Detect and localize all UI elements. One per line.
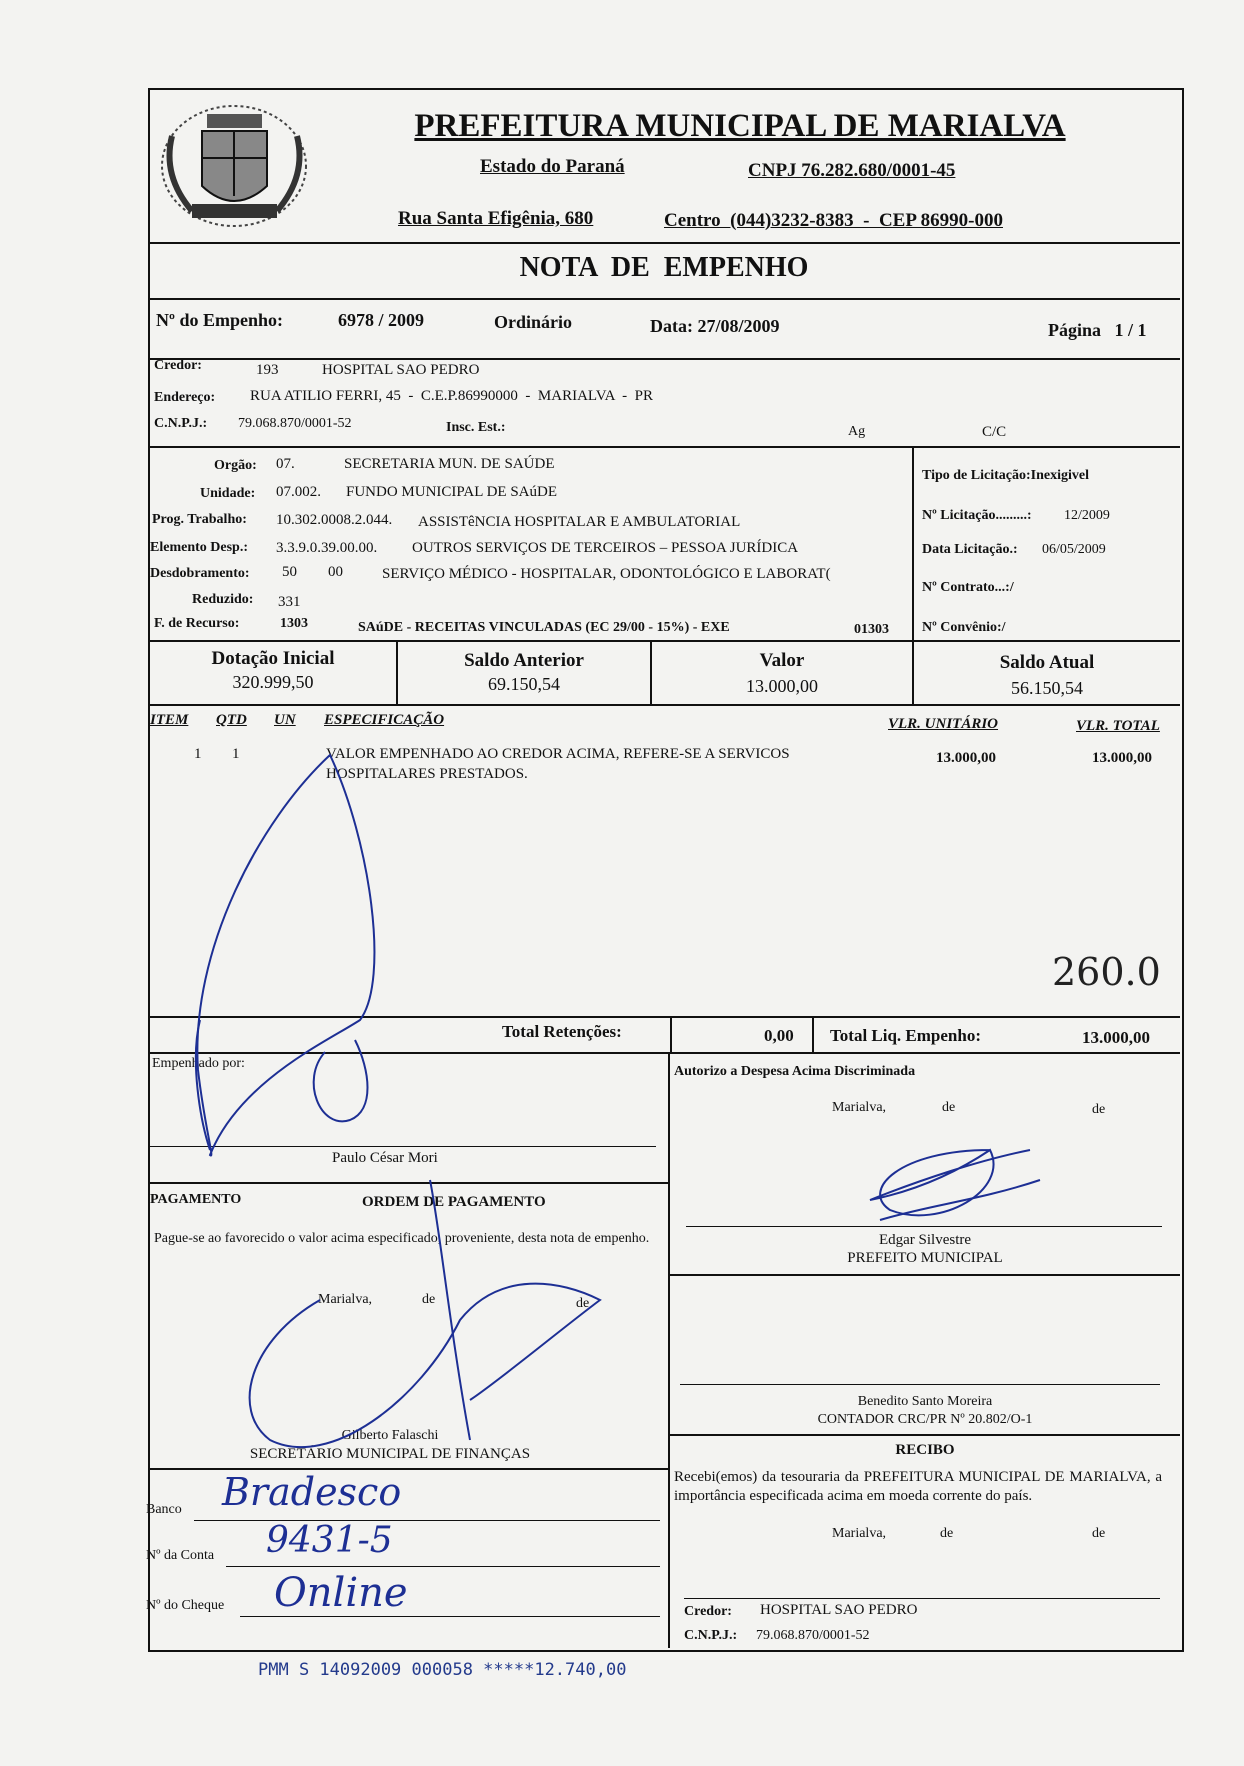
retentions-total: 0,00 — [764, 1026, 794, 1045]
agreement-number: Nº Convênio:/ — [922, 620, 1006, 635]
receipt-city: Marialva, — [832, 1526, 887, 1541]
empenho-number-label: Nº do Empenho: — [156, 310, 283, 330]
unidade-name: FUNDO MUNICIPAL DE SAúDE — [346, 484, 557, 500]
breakdown-name: SERVIÇO MÉDICO - HOSPITALAR, ODONTOLÓGICO E LABORAT( — [382, 566, 831, 582]
orgao-name: SECRETARIA MUN. DE SAÚDE — [344, 456, 555, 472]
retentions-label: Total Retenções: — [502, 1022, 622, 1041]
credor-name: HOSPITAL SAO PEDRO — [322, 362, 480, 378]
document-title: NOTA DE EMPENHO — [519, 252, 809, 283]
net-total: 13.000,00 — [1082, 1028, 1150, 1047]
item-description-line2: HOSPITALARES PRESTADOS. — [326, 766, 528, 782]
program-name: ASSISTêNCIA HOSPITALAR E AMBULATORIAL — [418, 514, 741, 530]
empenho-number: 6978 / 2009 — [338, 310, 425, 330]
value-amount: 13.000,00 — [746, 676, 818, 696]
empenho-type: Ordinário — [494, 312, 573, 332]
credor-label: Credor: — [154, 358, 202, 373]
resource-name: SAúDE - RECEITAS VINCULADAS (EC 29/00 - 15%) - EXE — [358, 620, 730, 635]
breakdown-label: Desdobramento: — [150, 566, 250, 581]
payment-de-1: de — [422, 1292, 436, 1307]
breakdown-code-b: 00 — [328, 564, 343, 580]
bid-number: 12/2009 — [1064, 508, 1110, 523]
receipt-cnpj: 79.068.870/0001-52 — [756, 1628, 870, 1643]
mayor-title: PREFEITO MUNICIPAL — [847, 1250, 1003, 1266]
resource-number: 01303 — [854, 622, 889, 637]
breakdown-code-a: 50 — [282, 564, 297, 580]
cnpj-label: C.N.P.J.: — [154, 416, 208, 431]
reduced-label: Reduzido: — [192, 592, 254, 607]
receipt-cnpj-label: C.N.P.J.: — [684, 1628, 738, 1643]
item-number: 1 — [194, 746, 202, 762]
item-unit-price: 13.000,00 — [936, 750, 996, 766]
initial-allocation: 320.999,50 — [232, 672, 314, 692]
account-handwritten: 9431-5 — [266, 1520, 393, 1561]
unit-col-header: UN — [274, 712, 296, 728]
spec-col-header: ESPECIFICAÇÃO — [324, 712, 445, 728]
municipality-title: PREFEITURA MUNICIPAL DE MARIALVA — [414, 108, 1066, 144]
element-code: 3.3.9.0.39.00.00. — [276, 540, 378, 556]
empenho-date: Data: 27/08/2009 — [650, 316, 780, 336]
credor-cnpj: 79.068.870/0001-52 — [238, 416, 352, 431]
current-balance-label: Saldo Atual — [999, 652, 1095, 673]
element-name: OUTROS SERVIÇOS DE TERCEIROS – PESSOA JURÍDICA — [412, 540, 799, 556]
total-col-header: VLR. TOTAL — [1076, 718, 1160, 734]
address-label: Endereço: — [154, 390, 216, 405]
resource-code: 1303 — [280, 616, 308, 631]
initial-allocation-label: Dotação Inicial — [211, 648, 335, 669]
account-label: C/C — [982, 424, 1007, 440]
program-label: Prog. Trabalho: — [152, 512, 247, 527]
payment-instruction: Pague-se ao favorecido o valor acima especificado, proveniente, desta nota de empenho. — [154, 1231, 650, 1246]
resource-label: F. de Recurso: — [154, 616, 240, 631]
state-name: Estado do Paraná — [480, 156, 625, 177]
receipt-credor: HOSPITAL SAO PEDRO — [760, 1602, 918, 1618]
orgao-label: Orgão: — [214, 458, 257, 473]
bid-type: Tipo de Licitação:Inexigivel — [922, 468, 1089, 483]
bid-date-label: Data Licitação.: — [922, 542, 1018, 557]
agency-label: Ag — [848, 424, 866, 439]
item-description-line1: VALOR EMPENHADO AO CREDOR ACIMA, REFERE-SE A SERVICOS — [326, 746, 790, 762]
net-total-label: Total Liq. Empenho: — [830, 1026, 981, 1045]
payment-label: PAGAMENTO — [150, 1192, 242, 1207]
item-total: 13.000,00 — [1092, 750, 1152, 766]
state-registration-label: Insc. Est.: — [446, 420, 506, 435]
receipt-credor-label: Credor: — [684, 1604, 732, 1619]
account-number-label: Nº da Conta — [146, 1548, 215, 1563]
contract-number: Nº Contrato...:/ — [922, 580, 1014, 595]
authorization-de-2: de — [1092, 1102, 1106, 1117]
check-handwritten: Online — [274, 1570, 408, 1616]
orgao-code: 07. — [276, 456, 295, 472]
bid-date: 06/05/2009 — [1042, 542, 1106, 557]
reduced-code: 331 — [278, 594, 301, 610]
payment-order-label: ORDEM DE PAGAMENTO — [362, 1194, 546, 1210]
accountant-name: Benedito Santo Moreira — [857, 1394, 993, 1409]
previous-balance-label: Saldo Anterior — [464, 650, 584, 671]
qty-col-header: QTD — [216, 712, 247, 728]
item-col-header: ITEM — [150, 712, 189, 728]
element-label: Elemento Desp.: — [150, 540, 248, 555]
credor-code: 193 — [256, 362, 279, 378]
mayor-name: Edgar Silvestre — [878, 1232, 972, 1248]
accountant-title: CONTADOR CRC/PR Nº 20.802/O-1 — [817, 1412, 1033, 1427]
payment-de-2: de — [576, 1296, 590, 1311]
receipt-label: RECIBO — [895, 1442, 955, 1458]
value-label: Valor — [759, 650, 805, 671]
receipt-de-1: de — [940, 1526, 954, 1541]
check-number-label: Nº do Cheque — [146, 1598, 225, 1613]
payment-stamp: PMM S 14092009 000058 *****12.740,00 — [258, 1660, 627, 1680]
item-qty: 1 — [232, 746, 240, 762]
finance-secretary-title: SECRETÁRIO MUNICIPAL DE FINANÇAS — [249, 1446, 531, 1462]
bank-handwritten: Bradesco — [222, 1470, 402, 1514]
credor-address: RUA ATILIO FERRI, 45 - C.E.P.86990000 - MARIALVA - PR — [250, 388, 653, 404]
previous-balance: 69.150,54 — [488, 674, 560, 694]
unit-price-col-header: VLR. UNITÁRIO — [888, 716, 999, 732]
municipality-cnpj: CNPJ 76.282.680/0001-45 — [748, 160, 956, 181]
authorization-label: Autorizo a Despesa Acima Discriminada — [674, 1064, 916, 1079]
payment-city: Marialva, — [318, 1292, 373, 1307]
receipt-text: Recebi(emos) da tesouraria da PREFEITURA MUNICIPAL DE MARIALVA, a importância especificada acima em moeda corrente do país. — [674, 1469, 1162, 1504]
committed-by-label: Empenhado por: — [152, 1056, 245, 1071]
unidade-code: 07.002. — [276, 484, 321, 500]
receipt-de-2: de — [1092, 1526, 1106, 1541]
program-code: 10.302.0008.2.044. — [276, 512, 393, 528]
authorization-city: Marialva, — [832, 1100, 887, 1115]
margin-note: 260.0 — [1052, 950, 1161, 994]
unidade-label: Unidade: — [200, 486, 256, 501]
authorization-de-1: de — [942, 1100, 956, 1115]
page-number: Página 1 / 1 — [1048, 320, 1147, 340]
bank-label: Banco — [146, 1502, 182, 1517]
finance-secretary-name: Gilberto Falaschi — [341, 1428, 439, 1443]
bid-number-label: Nº Licitação.........: — [922, 508, 1032, 523]
current-balance: 56.150,54 — [1011, 678, 1083, 698]
street-address: Rua Santa Efigênia, 680 — [398, 208, 594, 229]
committed-by-name: Paulo César Mori — [332, 1150, 438, 1166]
contact-info: Centro (044)3232-8383 - CEP 86990-000 — [664, 210, 1003, 231]
